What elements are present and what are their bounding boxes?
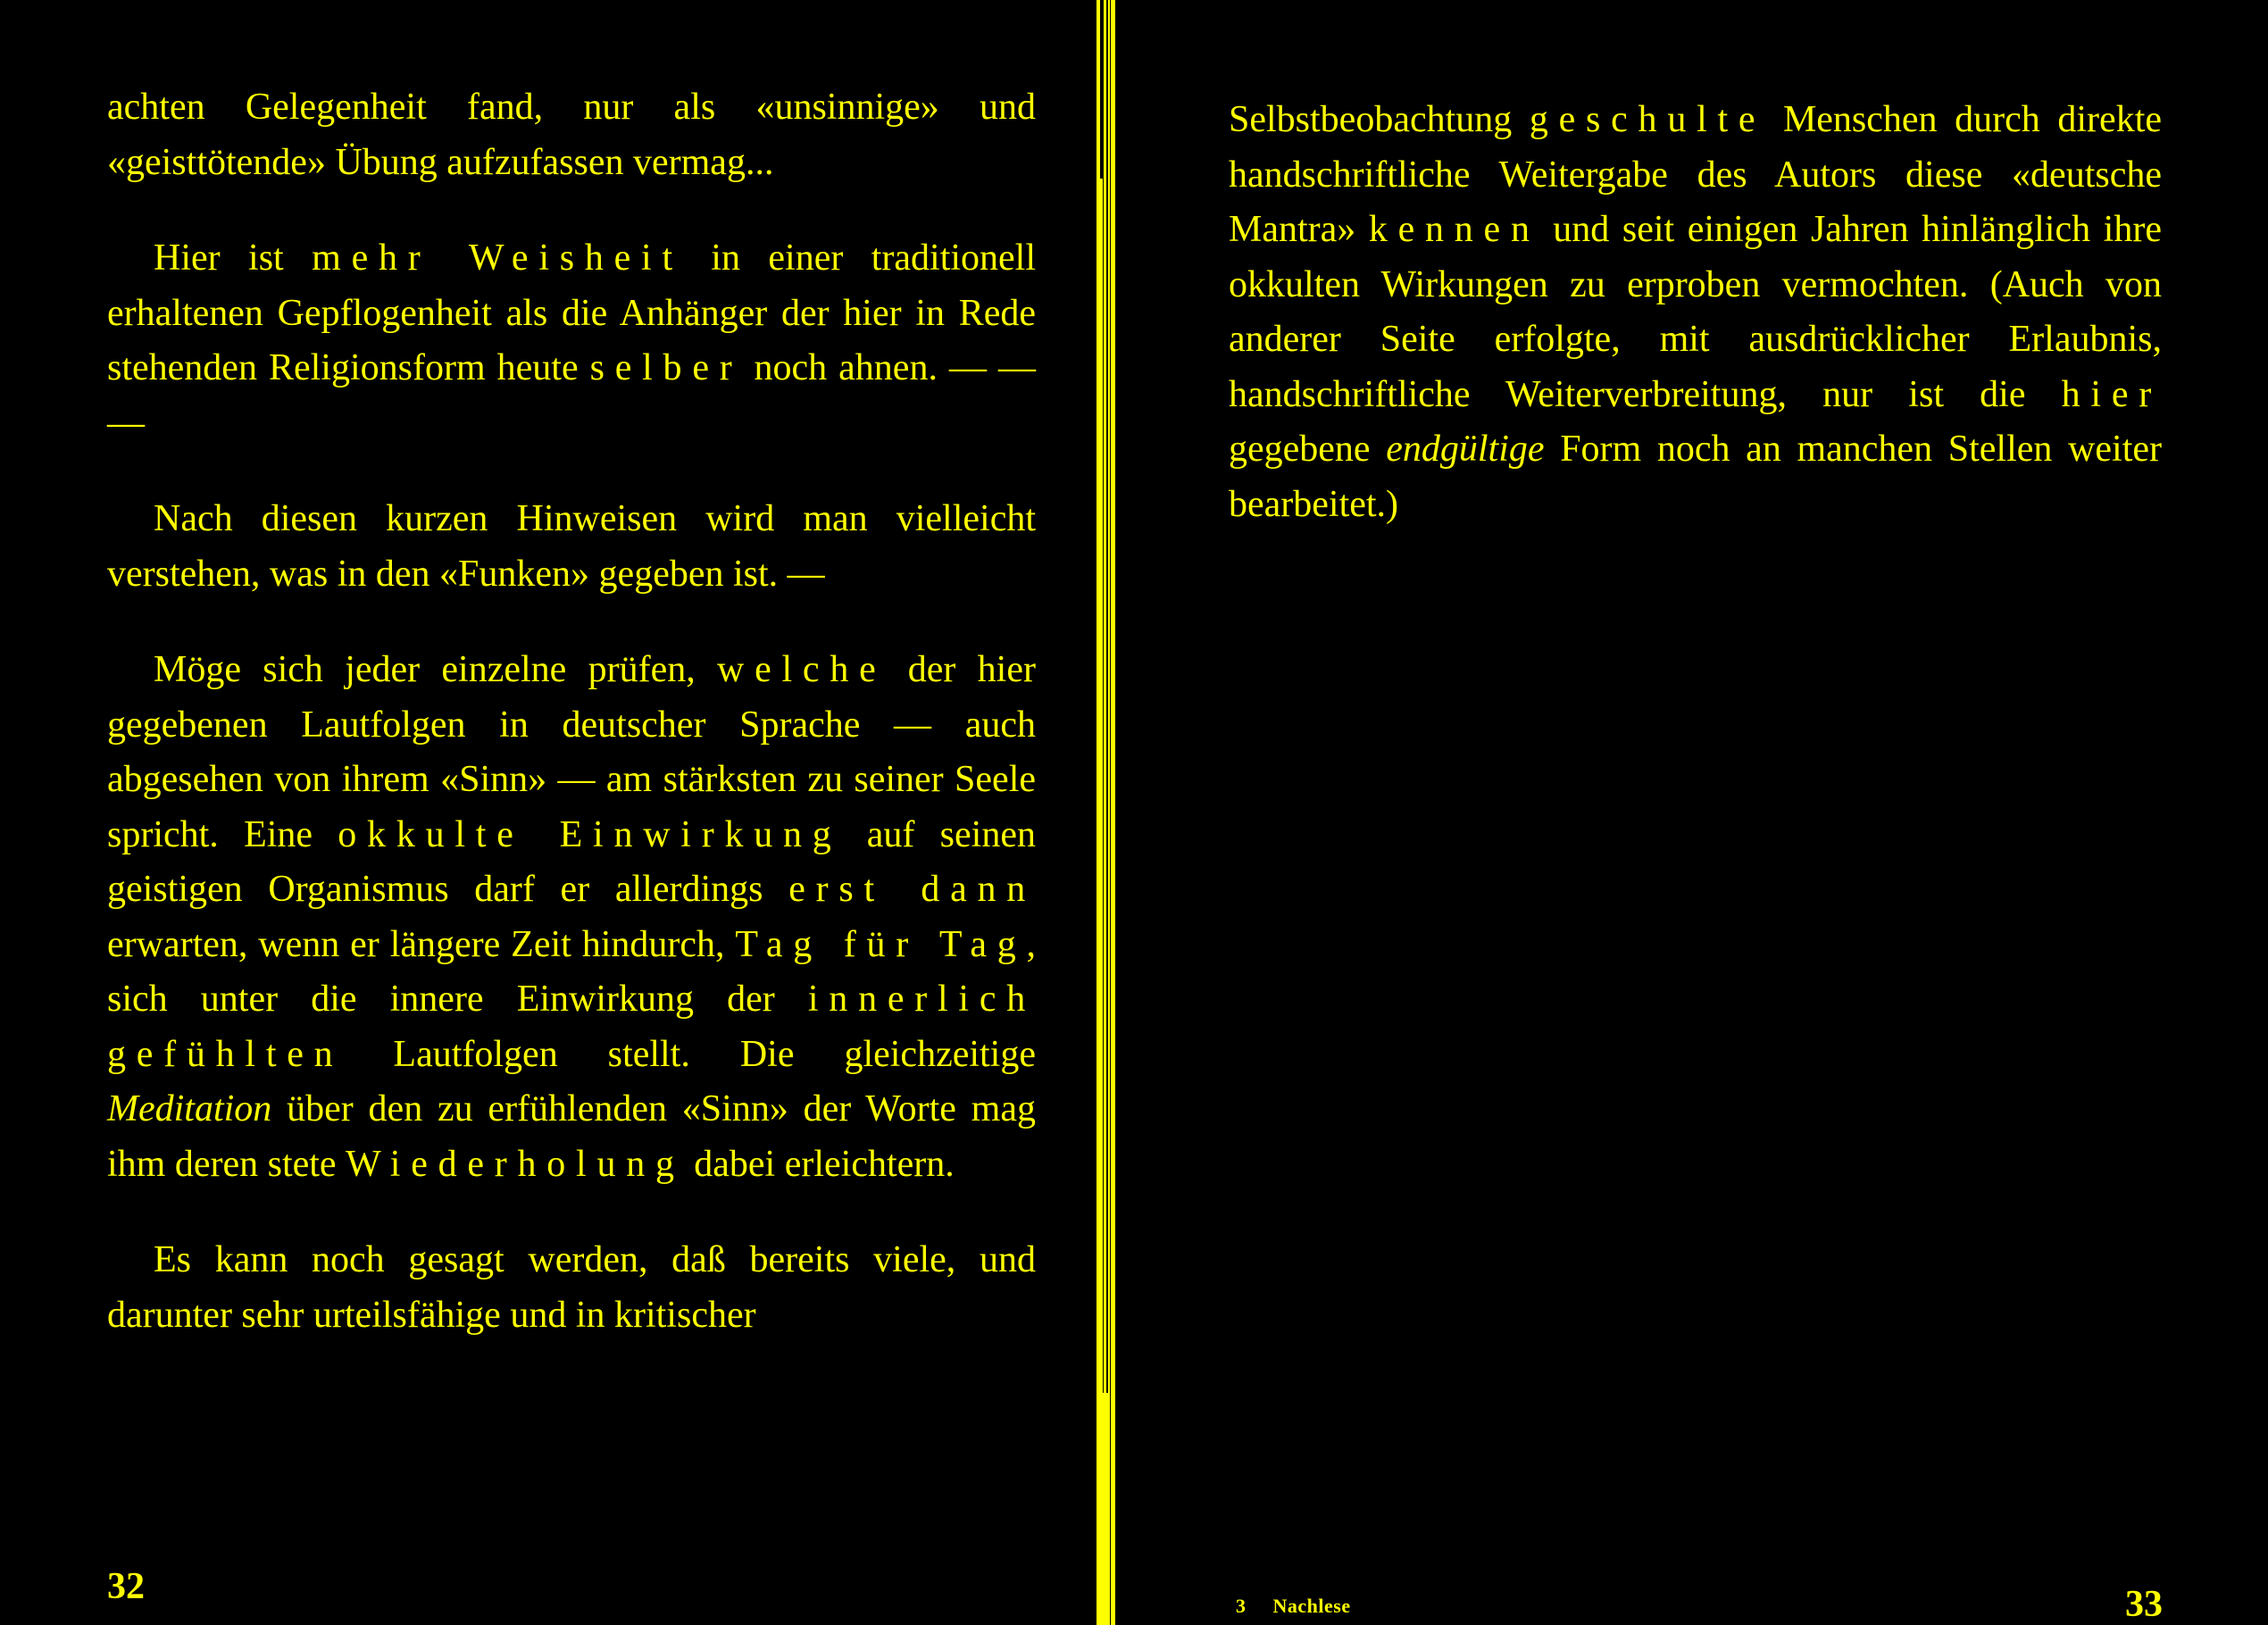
gutter-strip [1098, 1393, 1109, 1625]
text-run: noch ahnen. — — — [107, 347, 1036, 444]
text-run: erwarten, wenn er längere Zeit hindurch, [107, 923, 736, 965]
text-run: Menschen durch direkte handschriftliche Weitergabe des Autors diese «deutsche Mantra» [1229, 99, 2162, 250]
paragraph [107, 80, 1036, 190]
gutter-strip [1104, 0, 1106, 1625]
spaced-emphasis: erst dann [788, 869, 1037, 910]
page-number-left: 32 [107, 1566, 145, 1607]
spaced-emphasis: selber [589, 347, 743, 388]
text-run: Nach diesen kurzen Hinweisen wird man vielleicht verstehen, was in den «Funken» gegeben ist. — [107, 498, 1036, 595]
gutter-strip [1108, 0, 1110, 1625]
signature-number: 3 [1236, 1595, 1247, 1617]
italic-emphasis: endgültige [1386, 429, 1545, 470]
gutter-strip [1111, 0, 1115, 1625]
signature-title: Nachlese [1272, 1595, 1351, 1617]
spaced-emphasis: Tag für Tag [735, 923, 1027, 965]
spaced-emphasis: geschulte [1529, 99, 1766, 140]
paragraph [107, 231, 1036, 451]
text-run: Es kann noch gesagt werden, daß bereits viele, und darunter sehr urteilsfähige und in kritischer [107, 1239, 1036, 1336]
text-run: achten Gelegenheit fand, nur als «unsinnige» und «geisttötende» Übung aufzufassen vermag... [107, 87, 1036, 183]
right-page [1134, 0, 2268, 1625]
spaced-emphasis: mehr Weisheit [312, 238, 683, 279]
paragraph [107, 643, 1036, 1192]
italic-emphasis: Meditation [107, 1088, 272, 1129]
right-page-text [1229, 93, 2162, 573]
gutter-strip [1100, 179, 1103, 1429]
text-run: dabei erleichtern. [684, 1143, 955, 1185]
text-run: Lautfolgen stellt. Die gleichzeitige [343, 1033, 1036, 1075]
page-number-right: 33 [2125, 1584, 2163, 1625]
paragraph [107, 1233, 1036, 1343]
text-run: über den zu erfühlenden «Sinn» der Worte mag ihm deren stete [107, 1088, 1036, 1185]
left-page [0, 0, 1089, 1625]
text-run: in einer traditionell erhaltenen Gepflogenheit als die Anhänger der hier in Rede stehenden Religionsform heute [107, 238, 1037, 388]
text-run: auf seinen geistigen Organismus darf er allerdings [107, 813, 1036, 910]
spaced-emphasis: welche [717, 649, 887, 690]
text-run: Hier ist [154, 238, 313, 279]
paragraph [1229, 93, 2162, 532]
text-run: Form noch an manchen Stellen weiter bearbeitet.) [1229, 429, 2162, 525]
paragraph [107, 492, 1036, 602]
spaced-emphasis: okkulte Einwirkung [338, 813, 842, 855]
left-page-text [107, 80, 1036, 1384]
signature-mark [1236, 1595, 1351, 1618]
text-run: und seit einigen Jahren hinlänglich ihre okkulten Wirkungen zu erproben vermochten. (Auch von anderer Seite erfolgte, mit ausdrücklicher Erlaubnis, handschriftliche Weiterverbreitung, nur ist die [1229, 209, 2162, 415]
spaced-emphasis: kennen [1368, 209, 1540, 250]
text-run: Möge sich jeder einzelne prüfen, [154, 649, 717, 690]
spaced-emphasis: Wiederholung [346, 1143, 685, 1185]
text-run: , sich unter die innere Einwirkung der [107, 923, 1036, 1020]
book-gutter [1096, 0, 1132, 1625]
text-run: der hier gegebenen Lautfolgen in deutscher Sprache — auch abgesehen von ihrem «Sinn» — am stärksten zu seiner Seele spricht. Eine [107, 649, 1036, 855]
spaced-emphasis: innerlich gefühlten [107, 979, 1036, 1075]
text-run: Selbstbeobachtung [1229, 99, 1530, 140]
spaced-emphasis: hier [2061, 373, 2162, 415]
text-run: gegebene [1229, 429, 1387, 470]
